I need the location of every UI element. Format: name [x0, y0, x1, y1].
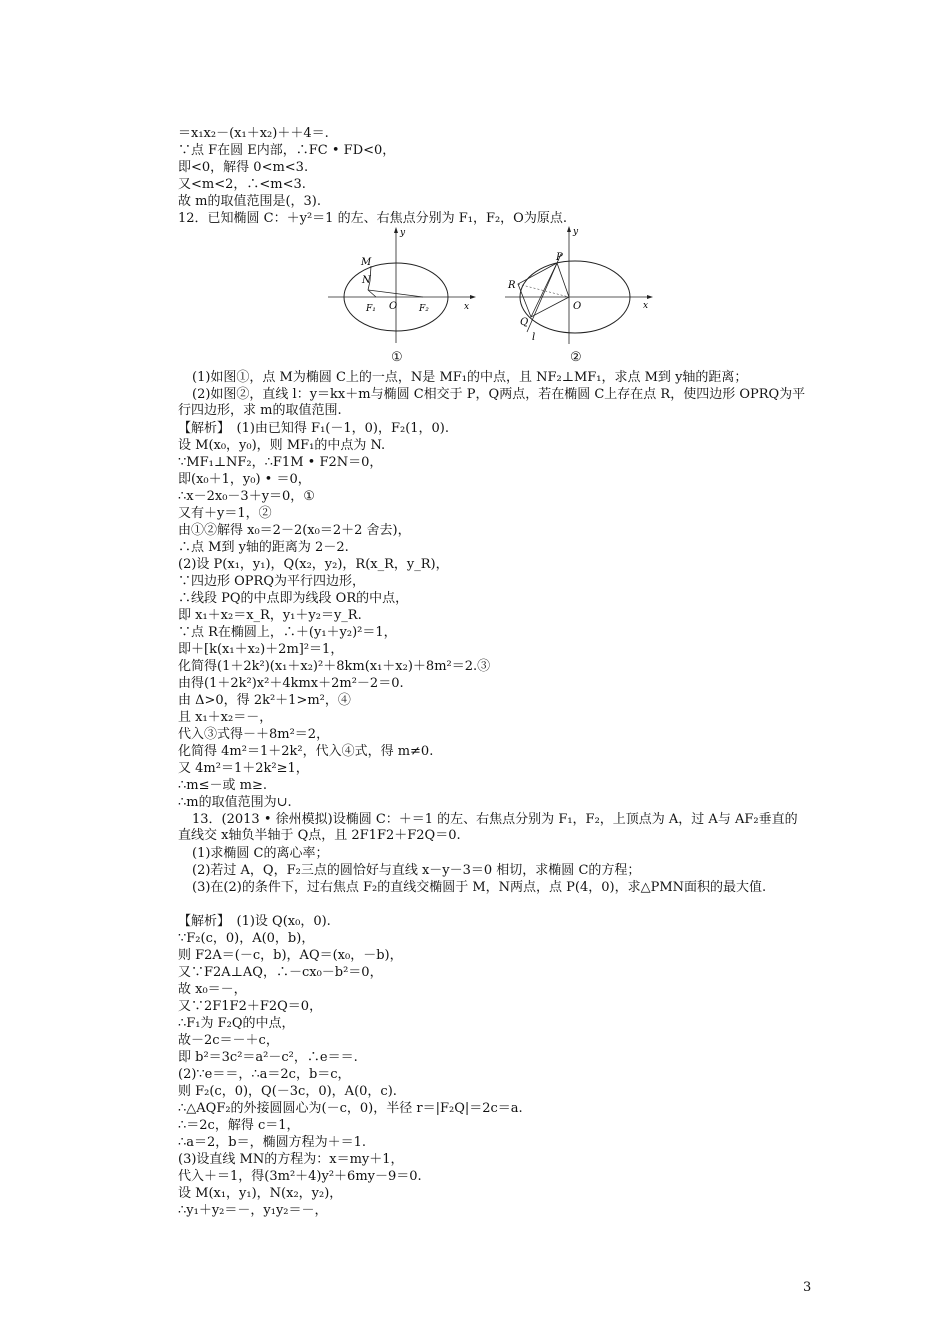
figure-label: F₂ [419, 304, 429, 314]
text-line: ∴＝2c，解得 c＝1， [178, 1118, 300, 1133]
text-line: 故－2c＝－＋c， [178, 1033, 279, 1048]
text-line: (2)设 P(x₁，y₁)，Q(x₂，y₂)，R(x_R，y_R)， [178, 557, 449, 572]
text-line: ∵F₂(c，0)，A(0，b)， [178, 931, 315, 946]
text-line: 代入③式得－＋8m²＝2， [178, 727, 330, 742]
text-line: 又<m<2，∴<m<3. [178, 177, 306, 192]
text-line: (1)求椭圆 C的离心率； [192, 846, 329, 861]
text-paragraph: (3)在(2)的条件下，过右焦点 F₂的直线交椭圆于 M，N两点，点 P(4，0)，求△PMN面积的最大值. [192, 880, 767, 895]
text-line: 又∵F2A⊥AQ，∴－cx₀－b²＝0， [178, 965, 383, 980]
text-line: 即<0，解得 0<m<3. [178, 160, 309, 175]
figure-label: x [464, 302, 470, 312]
text-line: 即 b²＝3c²＝a²－c²，∴e＝＝. [178, 1050, 358, 1065]
text-line: 设 M(x₀，y₀)，则 MF₁的中点为 N. [178, 438, 386, 453]
text-line: 由得(1＋2k²)x²＋4kmx＋2m²－2＝0. [178, 676, 404, 691]
figure-label: M [361, 257, 372, 268]
text-line: ∴y₁＋y₂＝－，y₁y₂＝－， [178, 1203, 328, 1218]
figure-label: P [556, 252, 563, 263]
figure-label: O [573, 301, 582, 312]
text-line: 【解析】 (1)由已知得 F₁(－1，0)，F₂(1，0). [178, 421, 450, 436]
text-line: ∴a＝2，b＝，椭圆方程为＋＝1. [178, 1135, 367, 1150]
text-line: 则 F2A＝(－c，b)，AQ＝(x₀，－b)， [178, 948, 403, 963]
text-line: (2)若过 A，Q，F₂三点的圆恰好与直线 x－y－3＝0 相切，求椭圆 C的方程； [192, 863, 641, 878]
figure-label: R [508, 280, 516, 291]
text-line: 故 x₀＝－， [178, 982, 247, 997]
text-line: ∵MF₁⊥NF₂，∴F1M • F2N＝0， [178, 455, 383, 470]
text-line: 又有＋y＝1，② [178, 506, 272, 521]
figure-label: O [389, 301, 398, 312]
text-line: 化简得 4m²＝1＋2k²，代入④式，得 m≠0. [178, 744, 434, 759]
text-line: 又 4m²＝1＋2k²≥1， [178, 761, 309, 776]
text-line: 则 F₂(c，0)，Q(－3c，0)，A(0，c). [178, 1084, 397, 1099]
figure-label: l [532, 332, 536, 343]
text-line: ∴x－2x₀－3＋y＝0，① [178, 489, 315, 504]
text-line: 且 x₁＋x₂＝－， [178, 710, 273, 725]
text-line: (3)设直线 MN的方程为：x＝my＋1， [178, 1152, 404, 1167]
text-line: 设 M(x₁，y₁)，N(x₂，y₂)， [178, 1186, 343, 1201]
question-13: 13．(2013 • 徐州模拟)设椭圆 C：＋＝1 的左、右焦点分别为 F₁，F₂，上顶点为 A，过 A与 AF₂垂直的直线交 x轴负半轴于 Q点，且 2F1F2＋F2Q＝0. [178, 812, 798, 843]
text-line: (2)∵e＝＝，∴a＝2c，b＝c， [178, 1067, 351, 1082]
text-paragraph: (2)如图②，直线 l：y＝kx＋m与椭圆 C相交于 P，Q两点，若在椭圆 C上存在点 R，使四边形 OPRQ为平行四边形，求 m的取值范围. [178, 387, 806, 418]
text-line: ∵点 R在椭圆上，∴＋(y₁＋y₂)²＝1， [178, 625, 397, 640]
text-line: ∵点 F在圆 E内部，∴FC • FD<0， [178, 143, 396, 158]
figure-1-ellipse [328, 225, 478, 349]
text-line: 又∵2F1F2＋F2Q＝0， [178, 999, 323, 1014]
text-line: ∴△AQF₂的外接圆圆心为(－c，0)，半径 r＝|F₂Q|＝2c＝a. [178, 1101, 523, 1116]
text-line: ∴点 M到 y轴的距离为 2－2. [178, 540, 349, 555]
figure-label: x [643, 301, 649, 311]
figure-label: N [362, 275, 371, 286]
text-line: 即＋[k(x₁＋x₂)＋2m]²＝1， [178, 642, 344, 657]
text-line: ∴线段 PQ的中点即为线段 OR的中点， [178, 591, 409, 606]
text-line: 由 Δ>0，得 2k²＋1>m²，④ [178, 693, 351, 708]
question-12: 12．已知椭圆 C：＋y²＝1 的左、右焦点分别为 F₁，F₂，O为原点. [178, 211, 567, 226]
text-line: ∵四边形 OPRQ为平行四边形， [178, 574, 365, 589]
text-line: ∴F₁为 F₂Q的中点， [178, 1016, 295, 1031]
figure-label: F₁ [366, 304, 376, 314]
figure-label: y [400, 228, 406, 238]
text-line: (1)如图①，点 M为椭圆 C上的一点，N是 MF₁的中点，且 NF₂⊥MF₁，求点 M到 y轴的距离； [192, 370, 748, 385]
text-line: ∴m≤－或 m≥. [178, 778, 267, 793]
text-line: 【解析】 (1)设 Q(x₀，0). [178, 914, 331, 929]
page-number: 3 [803, 1280, 812, 1295]
text-line: ∴m的取值范围为∪. [178, 795, 292, 810]
text-line: 即(x₀＋1，y₀) • ＝0， [178, 472, 311, 487]
figure-1-caption: ① [391, 350, 403, 365]
text-line: 故 m的取值范围是(，3). [178, 194, 322, 209]
text-line: 由①②解得 x₀＝2－2(x₀＝2＋2 舍去)， [178, 523, 411, 538]
text-line: ＝x₁x₂－(x₁＋x₂)＋＋4＝. [178, 126, 329, 141]
text-line: 即 x₁＋x₂＝x_R，y₁＋y₂＝y_R. [178, 608, 362, 623]
figure-2-caption: ② [570, 350, 582, 365]
figure-2-ellipse [505, 222, 660, 351]
text-line: 代入＋＝1，得(3m²＋4)y²＋6my－9＝0. [178, 1169, 422, 1184]
text-line: 化简得(1＋2k²)(x₁＋x₂)²＋8km(x₁＋x₂)＋8m²＝2.③ [178, 659, 491, 674]
figure-label: y [573, 227, 579, 237]
figure-label: Q [520, 317, 529, 328]
